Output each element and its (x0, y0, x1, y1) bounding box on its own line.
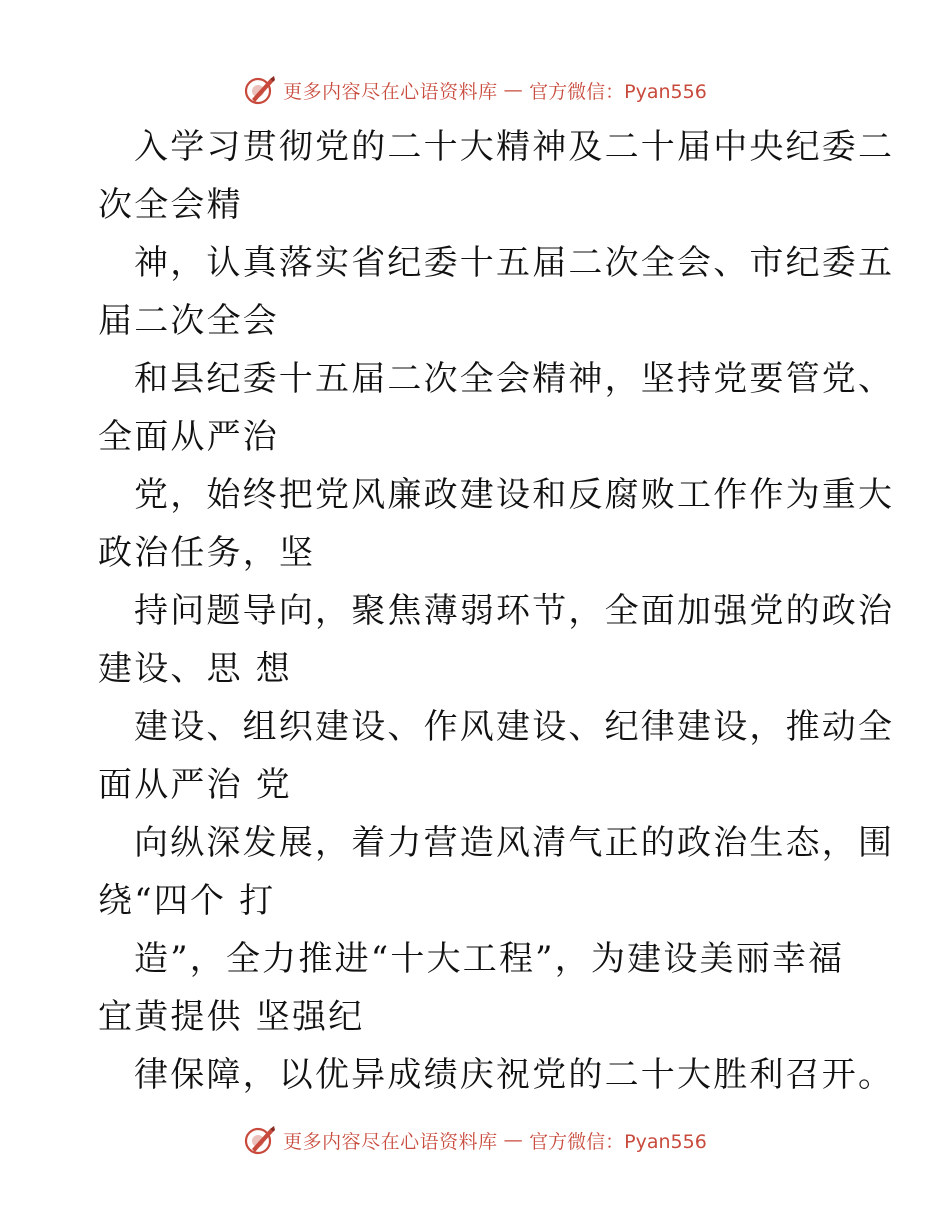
footer-banner (0, 1120, 950, 1160)
header-banner (0, 70, 950, 110)
body-line: 神，认真落实省纪委十五届二次全会、市纪委五 (134, 243, 895, 283)
body-line: 面从严治 党 (98, 765, 293, 805)
banner-separator: — (503, 1129, 524, 1151)
banner-text: 更多内容尽在心语资料库 (283, 1130, 498, 1153)
document-body (98, 118, 895, 1104)
body-line: 全面从严治 (98, 417, 279, 457)
body-line: 届二次全会 (98, 301, 279, 341)
body-line: 向纵深发展，着力营造风清气正的政治生态，围 (134, 823, 895, 863)
pen-logo-icon (243, 1123, 277, 1157)
pen-logo-icon (243, 73, 277, 107)
body-line: 入学习贯彻党的二十大精神及二十届中央纪委二 (134, 127, 895, 167)
banner-contact: 官方微信：Pyan556 (529, 80, 707, 103)
banner-text: 更多内容尽在心语资料库 (283, 80, 498, 103)
body-line: 宜黄提供 坚强纪 (98, 997, 365, 1037)
body-line: 绕“四个 打 (98, 881, 276, 921)
body-line: 政治任务，坚 (98, 533, 316, 573)
body-line: 和县纪委十五届二次全会精神，坚持党要管党、 (134, 359, 895, 399)
body-line: 建设、思 想 (98, 649, 293, 689)
body-line: 持问题导向，聚焦薄弱环节，全面加强党的政治 (134, 591, 895, 631)
body-line: 党，始终把党风廉政建设和反腐败工作作为重大 (134, 475, 895, 515)
body-line: 建设、组织建设、作风建设、纪律建设，推动全 (134, 707, 895, 747)
body-line: 造”，全力推进“十大工程”，为建设美丽幸福 (134, 939, 845, 979)
body-line: 律保障，以优异成绩庆祝党的二十大胜利召开。 (134, 1055, 895, 1095)
banner-contact: 官方微信：Pyan556 (529, 1130, 707, 1153)
banner-separator: — (503, 79, 524, 101)
body-line: 次全会精 (98, 185, 243, 225)
